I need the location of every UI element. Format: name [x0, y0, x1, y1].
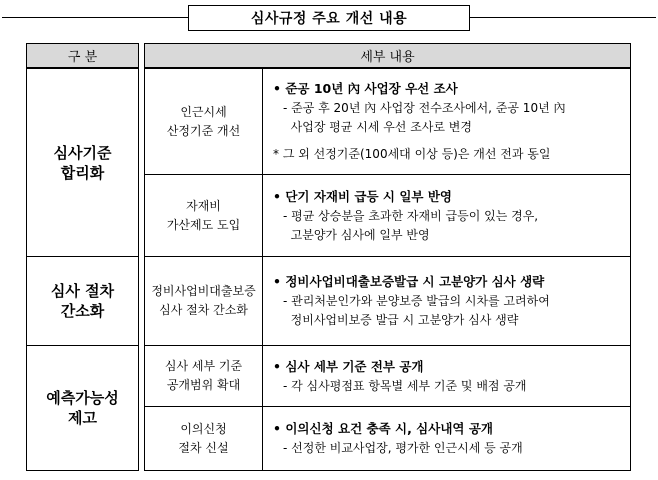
table-row — [27, 68, 631, 175]
table-header-row — [27, 44, 631, 69]
detail-line: - 준공 후 20년 內 사업장 전수조사에서, 준공 10년 內 — [283, 101, 566, 116]
detail-heading: • 심사 세부 기준 전부 공개 — [273, 358, 424, 374]
category-label: 심사 절차 간소화 — [50, 282, 115, 321]
detail-line: 사업장 평균 시세 우선 조사로 변경 — [283, 120, 472, 135]
detail-cell — [263, 175, 631, 257]
subcategory-cell — [145, 257, 263, 345]
detail-heading: • 단기 자재비 급등 시 일부 반영 — [273, 188, 453, 204]
detail-heading: • 준공 10년 內 사업장 우선 조사 — [273, 81, 458, 97]
subcategory-label: 인근시세 산정기준 개선 — [166, 104, 241, 138]
detail-line: - 각 심사평점표 항목별 세부 기준 및 배점 공개 — [283, 378, 527, 393]
category-label: 예측가능성 제고 — [46, 388, 119, 427]
subcategory-cell — [145, 175, 263, 257]
header-detail: 세부 내용 — [145, 44, 631, 69]
detail-cell — [263, 68, 631, 175]
detail-line: - 관리처분인가와 분양보증 발급의 시차를 고려하여 — [283, 294, 550, 309]
detail-line: 정비사업비보증 발급 시 고분양가 심사 생략 — [283, 313, 519, 328]
table-row — [27, 345, 631, 407]
title-area — [0, 0, 658, 36]
subcategory-label: 심사 세부 기준 공개범위 확대 — [164, 359, 243, 393]
table-row — [27, 257, 631, 345]
header-category: 구 분 — [27, 44, 139, 69]
detail-heading: • 정비사업비대출보증발급 시 고분양가 심사 생략 — [273, 274, 545, 290]
detail-cell — [263, 407, 631, 471]
detail-note: * 그 외 선정기준(100세대 이상 등)은 개선 전과 동일 — [273, 147, 551, 162]
detail-heading: • 이의신청 요건 충족 시, 심사내역 공개 — [273, 421, 493, 437]
detail-cell — [263, 345, 631, 407]
category-label: 심사기준 합리화 — [53, 143, 112, 182]
title-rule-right — [470, 17, 656, 18]
category-cell — [27, 257, 139, 345]
subcategory-cell — [145, 345, 263, 407]
document-title: 심사규정 주요 개선 내용 — [188, 5, 470, 31]
subcategory-label: 정비사업비대출보증 심사 절차 간소화 — [151, 284, 256, 318]
subcategory-label: 이의신청 절차 신설 — [178, 421, 229, 455]
subcategory-label: 자재비 가산제도 도입 — [166, 198, 241, 232]
title-rule-left — [2, 17, 188, 18]
category-cell — [27, 68, 139, 257]
detail-cell — [263, 257, 631, 345]
detail-line: 고분양가 심사에 일부 반영 — [283, 227, 430, 242]
category-cell — [27, 345, 139, 470]
detail-line: - 선정한 비교사업장, 평가한 인근시세 등 공개 — [283, 441, 523, 456]
improvement-table — [26, 43, 631, 471]
subcategory-cell — [145, 68, 263, 175]
detail-line: - 평균 상승분을 초과한 자재비 급등이 있는 경우, — [283, 208, 539, 223]
subcategory-cell — [145, 407, 263, 471]
